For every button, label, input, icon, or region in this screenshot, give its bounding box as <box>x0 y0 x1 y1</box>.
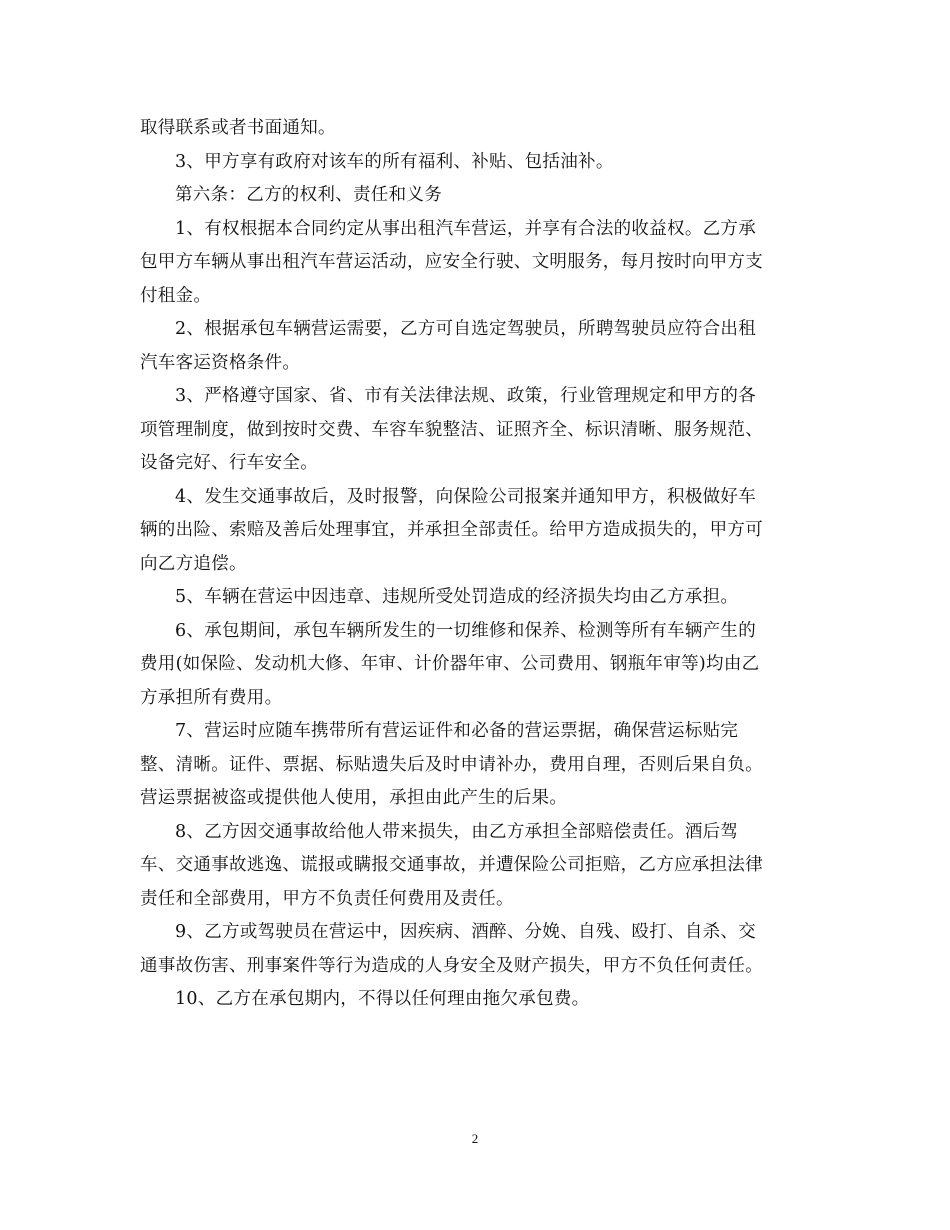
page-number: 2 <box>471 1131 479 1146</box>
document-body <box>140 112 810 1017</box>
section-heading: 第六条：乙方的权利、责任和义务 <box>175 185 442 205</box>
paragraph-text <box>140 112 810 1017</box>
text-line: 设备完好、行车安全。 <box>140 453 318 473</box>
text-line: 项管理制度，做到按时交费、车容车貌整洁、证照齐全、标识清晰、服务规范、 <box>140 419 763 440</box>
text-line: 辆的出险、索赔及善后处理事宜，并承担全部责任。给甲方造成损失的，甲方可 <box>140 520 763 540</box>
text-line: 营运票据被盗或提供他人使用，承担由此产生的后果。 <box>140 788 568 808</box>
text-line: 取得联系或者书面通知。 <box>140 118 336 138</box>
text-line: 整、清晰。证件、票据、标贴遗失后及时申请补办，费用自理，否则后果自负。 <box>140 754 763 775</box>
text-line: 6、承包期间，承包车辆所发生的一切维修和保养、检测等所有车辆产生的 <box>175 620 757 641</box>
text-line: 车、交通事故逃逸、谎报或瞒报交通事故，并遭保险公司拒赔，乙方应承担法律 <box>140 855 763 875</box>
text-line: 汽车客运资格条件。 <box>140 352 301 373</box>
text-line: 付租金。 <box>140 285 212 306</box>
text-line: 方承担所有费用。 <box>140 687 283 708</box>
text-line: 费用(如保险、发动机大修、年审、计价器年审、公司费用、钢瓶年审等)均由乙 <box>140 654 760 674</box>
text-line: 2、根据承包车辆营运需要，乙方可自选定驾驶员，所聘驾驶员应符合出租 <box>175 319 757 339</box>
text-line: 5、车辆在营运中因违章、违规所受处罚造成的经济损失均由乙方承担。 <box>175 587 739 607</box>
text-line: 9、乙方或驾驶员在营运中，因疾病、酒醉、分娩、自残、殴打、自杀、交 <box>175 922 757 942</box>
text-line: 3、甲方享有政府对该车的所有福利、补贴、包括油补。 <box>175 151 614 172</box>
text-line: 10、乙方在承包期内，不得以任何理由拖欠承包费。 <box>175 989 590 1009</box>
text-line: 7、营运时应随车携带所有营运证件和必备的营运票据，确保营运标贴完 <box>175 721 739 741</box>
text-line: 通事故伤害、刑事案件等行为造成的人身安全及财产损失，甲方不负任何责任。 <box>140 955 763 976</box>
text-line: 包甲方车辆从事出租汽车营运活动，应安全行驶、文明服务，每月按时向甲方支 <box>140 252 763 272</box>
text-line: 3、严格遵守国家、省、市有关法律法规、政策，行业管理规定和甲方的各 <box>175 386 757 406</box>
text-line: 1、有权根据本合同约定从事出租汽车营运，并享有合法的收益权。乙方承 <box>175 218 757 239</box>
text-line: 向乙方追偿。 <box>140 553 247 574</box>
text-line: 责任和全部费用，甲方不负责任何费用及责任。 <box>140 888 514 909</box>
text-line: 4、发生交通事故后，及时报警，向保险公司报案并通知甲方，积极做好车 <box>175 486 757 507</box>
text-line: 8、乙方因交通事故给他人带来损失，由乙方承担全部赔偿责任。酒后驾 <box>175 821 739 842</box>
